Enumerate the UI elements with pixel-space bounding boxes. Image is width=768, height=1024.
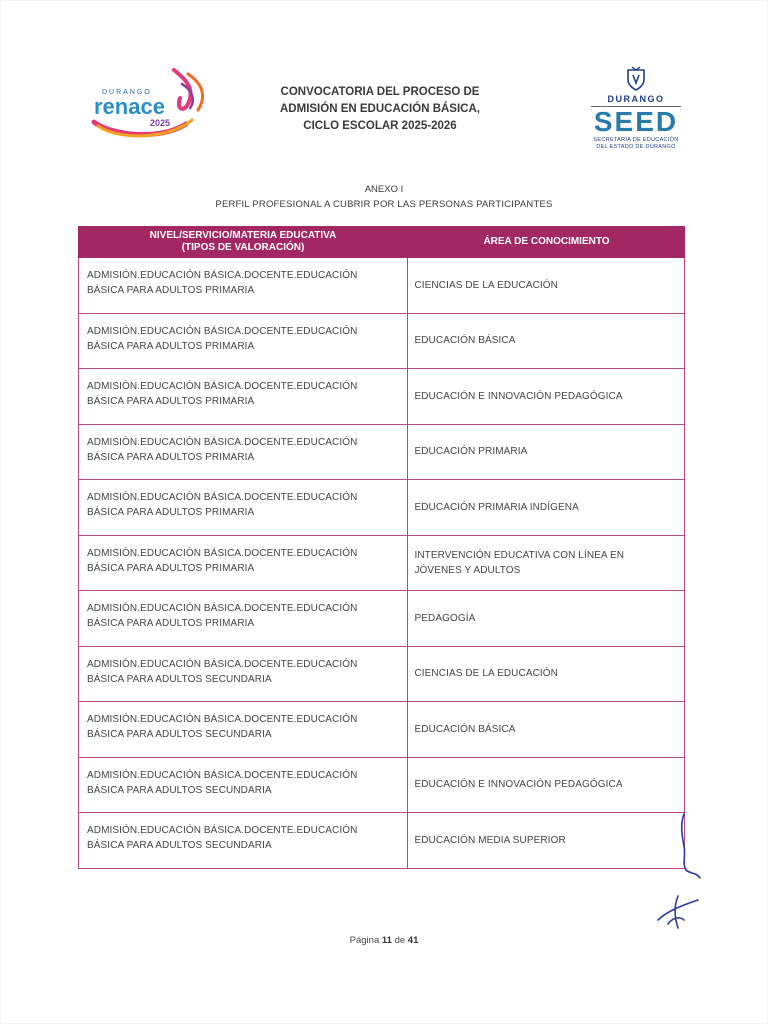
cell-nivel (79, 702, 408, 757)
cell-nivel-text: ADMISIÓN.EDUCACIÓN BÁSICA.DOCENTE.EDUCACIÓN BÁSICA PARA ADULTOS PRIMARIA (87, 603, 358, 629)
total-pages: 41 (407, 935, 419, 946)
cell-area (408, 480, 684, 535)
cell-nivel (79, 813, 408, 868)
cell-nivel (79, 258, 408, 313)
cell-nivel-text: ADMISIÓN.EDUCACIÓN BÁSICA.DOCENTE.EDUCACIÓN BÁSICA PARA ADULTOS PRIMARIA (87, 492, 358, 518)
cell-area (408, 536, 684, 591)
handwritten-initial-2 (654, 892, 702, 932)
seed-subtitle-1: SECRETARÍA DE EDUCACIÓN (593, 137, 679, 143)
cell-area (408, 702, 684, 757)
column-header-nivel-line-1: NIVEL/SERVICIO/MATERIA EDUCATIVA (149, 230, 337, 241)
column-header-nivel (78, 226, 408, 258)
cell-nivel (79, 480, 408, 535)
page-footer (0, 935, 768, 946)
seed-wordmark: SEED (593, 106, 679, 137)
cell-area-text: EDUCACIÓN PRIMARIA (414, 446, 528, 458)
title-line-2: ADMISIÓN EN EDUCACIÓN BÁSICA, (280, 103, 480, 115)
cell-area (408, 258, 684, 313)
table-row (78, 480, 685, 536)
cell-nivel-text: ADMISIÓN.EDUCACIÓN BÁSICA.DOCENTE.EDUCACIÓN BÁSICA PARA ADULTOS SECUNDARIA (87, 769, 358, 796)
cell-nivel (79, 591, 408, 646)
seed-logo (586, 66, 686, 158)
cell-area-text: EDUCACIÓN BÁSICA (414, 335, 516, 347)
cell-area (408, 647, 684, 702)
cell-area (408, 758, 684, 813)
title-line-3: CICLO ESCOLAR 2025-2026 (303, 120, 457, 132)
page-label: Página (349, 935, 380, 946)
table-row (78, 425, 685, 481)
table-row (78, 702, 685, 758)
column-header-nivel-line-2: (TIPOS DE VALORACIÓN) (181, 242, 305, 253)
cell-nivel-text: ADMISIÓN.EDUCACIÓN BÁSICA.DOCENTE.EDUCACIÓN BÁSICA PARA ADULTOS PRIMARIA (87, 381, 358, 407)
cell-nivel-text: ADMISIÓN.EDUCACIÓN BÁSICA.DOCENTE.EDUCACIÓN BÁSICA PARA ADULTOS SECUNDARIA (87, 825, 358, 851)
cell-area-text: EDUCACIÓN PRIMARIA INDÍGENA (414, 501, 579, 513)
page-of: de (394, 935, 406, 946)
renace-year: 2025 (150, 118, 171, 128)
handwritten-mark-1 (676, 812, 706, 882)
renace-durango-logo (88, 64, 210, 144)
cell-nivel-text: ADMISIÓN.EDUCACIÓN BÁSICA.DOCENTE.EDUCACIÓN BÁSICA PARA ADULTOS SECUNDARIA (87, 714, 358, 740)
cell-nivel (79, 314, 408, 369)
table-row (78, 591, 685, 647)
cell-area-text: EDUCACIÓN E INNOVACIÓN PEDAGÓGICA (414, 779, 623, 791)
shield-crest-icon (625, 66, 647, 92)
cell-area-text: INTERVENCIÓN EDUCATIVA CON LÍNEA EN JÓVENES Y ADULTOS (414, 549, 625, 576)
table-body (78, 258, 685, 869)
document-title (240, 84, 520, 135)
cell-area (408, 813, 684, 868)
column-header-area: ÁREA DE CONOCIMIENTO (483, 236, 610, 247)
cell-area (408, 591, 684, 646)
cell-nivel (79, 369, 408, 424)
table-header (78, 226, 685, 258)
cell-area-text: CIENCIAS DE LA EDUCACIÓN (414, 279, 558, 291)
profile-table (78, 226, 685, 869)
cell-nivel (79, 758, 408, 813)
cell-area-text: CIENCIAS DE LA EDUCACIÓN (414, 668, 558, 680)
cell-area (408, 369, 684, 424)
current-page: 11 (381, 935, 392, 946)
renace-word: renace (94, 94, 165, 119)
cell-area-text: EDUCACIÓN MEDIA SUPERIOR (414, 834, 566, 846)
table-row (78, 314, 685, 370)
renace-top-text: DURANGO (102, 89, 152, 96)
cell-nivel (79, 647, 408, 702)
table-row (78, 536, 685, 592)
annex-title: ANEXO I (364, 184, 404, 195)
cell-area-text: EDUCACIÓN E INNOVACIÓN PEDAGÓGICA (414, 390, 623, 402)
table-row (78, 258, 685, 314)
title-line-1: CONVOCATORIA DEL PROCESO DE (280, 86, 480, 98)
cell-area (408, 314, 684, 369)
table-row (78, 758, 685, 814)
cell-nivel-text: ADMISIÓN.EDUCACIÓN BÁSICA.DOCENTE.EDUCACIÓN BÁSICA PARA ADULTOS PRIMARIA (87, 270, 358, 296)
annex-subtitle: PERFIL PROFESIONAL A CUBRIR POR LAS PERSONAS PARTICIPANTES (215, 199, 553, 210)
seed-durango-label: DURANGO (607, 94, 665, 104)
cell-area-text: EDUCACIÓN BÁSICA (414, 723, 516, 735)
cell-nivel-text: ADMISIÓN.EDUCACIÓN BÁSICA.DOCENTE.EDUCACIÓN BÁSICA PARA ADULTOS PRIMARIA (87, 547, 358, 574)
table-row (78, 369, 685, 425)
cell-area (408, 425, 684, 480)
seed-subtitle-2: DEL ESTADO DE DURANGO (596, 143, 676, 150)
table-row (78, 813, 685, 869)
cell-area-text: PEDAGOGÍA (414, 612, 476, 624)
cell-nivel (79, 536, 408, 591)
cell-nivel-text: ADMISIÓN.EDUCACIÓN BÁSICA.DOCENTE.EDUCACIÓN BÁSICA PARA ADULTOS PRIMARIA (87, 325, 358, 352)
table-row (78, 647, 685, 703)
cell-nivel-text: ADMISIÓN.EDUCACIÓN BÁSICA.DOCENTE.EDUCACIÓN BÁSICA PARA ADULTOS SECUNDARIA (87, 658, 358, 685)
cell-nivel-text: ADMISIÓN.EDUCACIÓN BÁSICA.DOCENTE.EDUCACIÓN BÁSICA PARA ADULTOS PRIMARIA (87, 436, 358, 463)
cell-nivel (79, 425, 408, 480)
